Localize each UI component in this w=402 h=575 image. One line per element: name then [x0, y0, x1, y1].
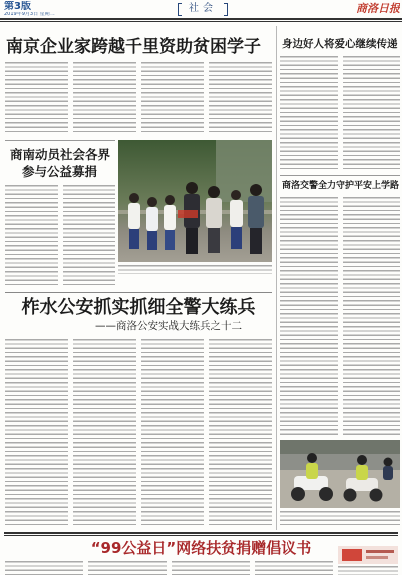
- text-column: [343, 197, 401, 435]
- text-column: [118, 265, 272, 274]
- article-rule: [5, 292, 272, 293]
- text-column: [5, 339, 68, 527]
- subheadline-zhashui: ——商洛公安实战大练兵之十二: [95, 320, 242, 332]
- text-column: [172, 561, 250, 575]
- section-rule-thin: [4, 535, 398, 536]
- headline-good-people: 身边好人将爱心继续传递: [282, 38, 398, 50]
- headline-shangnan-line1: 商南动员社会各界: [10, 147, 111, 162]
- police-officer: [356, 455, 368, 480]
- text-column: [63, 185, 116, 285]
- police-officer: [306, 453, 318, 479]
- news-photo-police-motorcycles: [280, 440, 400, 508]
- bracket-left: [178, 3, 182, 16]
- column-divider: [276, 26, 277, 530]
- article-body-traffic-police: [280, 197, 400, 435]
- red-envelope: [178, 210, 198, 218]
- headline-charity-day: “99公益日”网络扶贫捐赠倡议书: [90, 539, 312, 557]
- headline-zhashui: 柞水公安抓实抓细全警大练兵: [21, 297, 256, 318]
- text-column: [280, 511, 400, 527]
- text-column: [209, 62, 272, 135]
- text-column: [338, 566, 398, 575]
- text-column: [73, 62, 136, 135]
- text-column: [73, 339, 136, 527]
- section-rule: [4, 532, 398, 534]
- text-column: [141, 339, 204, 527]
- header-rule: [0, 18, 402, 20]
- article-body-good-people: [280, 56, 400, 170]
- article-body-charity-day: [5, 561, 333, 575]
- text-column: [280, 56, 338, 170]
- charity-logo-image: [338, 546, 398, 564]
- article-rule: [280, 175, 400, 176]
- article-body-shangnan: [5, 185, 115, 285]
- text-column: [5, 62, 68, 135]
- edition-number: 第3版: [4, 1, 31, 12]
- article-rule: [5, 140, 115, 141]
- issue-date: 2019年9月3日 星期二: [4, 12, 55, 17]
- police-officer: [383, 458, 393, 481]
- text-column: [5, 185, 58, 285]
- text-column: [280, 197, 338, 435]
- bracket-right: [224, 3, 228, 16]
- masthead-logo: 商洛日报: [356, 2, 400, 15]
- text-column: [255, 561, 333, 575]
- text-column: [209, 339, 272, 527]
- section-name: 社会: [189, 3, 217, 14]
- text-column: [5, 561, 83, 575]
- headline-traffic-police: 商洛交警全力守护平安上学路: [282, 181, 400, 191]
- news-photo-students: [118, 140, 272, 262]
- text-column: [141, 62, 204, 135]
- section-label: [178, 3, 228, 15]
- text-column: [88, 561, 166, 575]
- photo-caption: [118, 265, 272, 274]
- article-body-nanjing: [5, 62, 272, 135]
- charity-side-text: [338, 566, 398, 575]
- photo-caption: [280, 511, 400, 527]
- article-body-zhashui: [5, 339, 272, 527]
- headline-shangnan-line2: 参与公益募捐: [22, 164, 98, 179]
- text-column: [343, 56, 401, 170]
- headline-nanjing: 南京企业家跨越千里资助贫困学子: [6, 37, 261, 57]
- header-rule-thin: [0, 21, 402, 22]
